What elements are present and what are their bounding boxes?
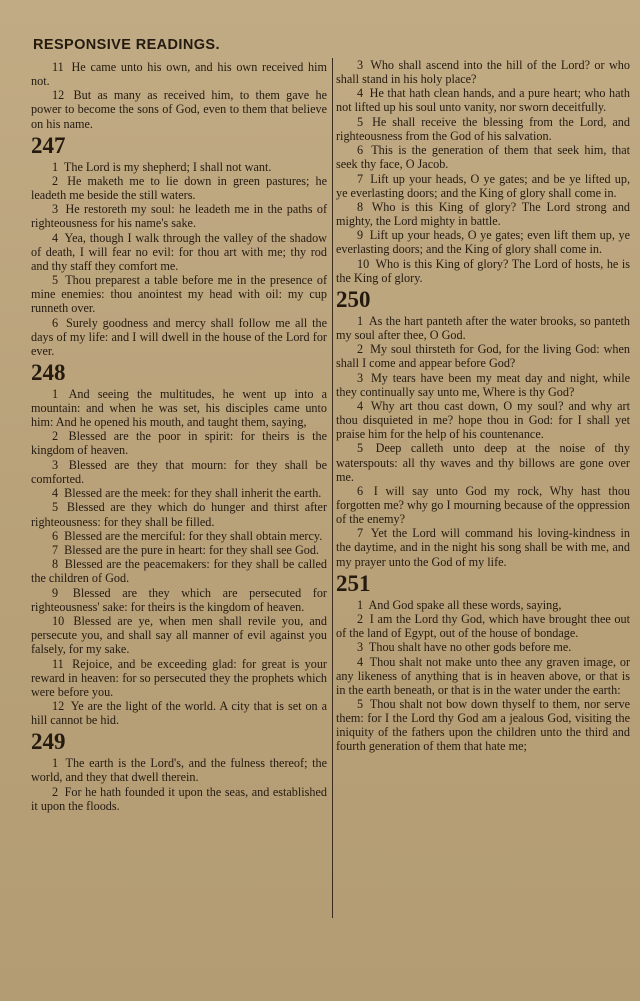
verse-number: 4 xyxy=(52,486,59,501)
verse-number: 5 xyxy=(357,441,364,456)
verse-text: My tears have been my meat day and night, while they continually say unto me, Where is thy God? xyxy=(336,370,630,399)
verse xyxy=(31,586,327,614)
verse-text: As the hart panteth after the water brooks, so panteth my soul after thee, O God. xyxy=(336,313,631,342)
verse xyxy=(336,172,630,200)
verse-number: 3 xyxy=(357,370,364,385)
verse-text: Thou shalt have no other gods before me. xyxy=(368,640,572,655)
verse-text: Blessed are they which do hunger and thirst after righteousness: for they shall be filled. xyxy=(31,500,328,529)
verse-text: He restoreth my soul: he leadeth me in the paths of righteousness for his name's sake. xyxy=(31,202,327,231)
verse xyxy=(336,640,630,654)
verse-text: For he hath founded it upon the seas, and established it upon the floods. xyxy=(31,784,327,813)
verse-text: Thou shalt not bow down thyself to them, nor serve them: for I the Lord thy God am a jealous God, visiting the iniquity of the fathers upon the children unto the third and fourth generation of them that hate me; xyxy=(336,697,630,754)
verse-text: Rejoice, and be exceeding glad: for great is your reward in heaven: for so persecuted they the prophets which were before you. xyxy=(31,656,327,699)
verse-text: He shall receive the blessing from the Lord, and righteousness from the God of his salvation. xyxy=(336,114,630,143)
verse-number: 4 xyxy=(357,654,364,669)
verse xyxy=(31,785,327,813)
verse xyxy=(336,441,630,483)
verse-number: 6 xyxy=(357,483,364,498)
verse-number: 5 xyxy=(52,500,59,515)
verse-number: 5 xyxy=(357,114,364,129)
verse-text: Blessed are the meek: for they shall inherit the earth. xyxy=(64,486,322,501)
verse-number: 10 xyxy=(52,614,65,629)
verse-number: 2 xyxy=(52,173,59,188)
verse-text: Who is this King of glory? The Lord strong and mighty, the Lord mighty in battle. xyxy=(336,199,631,228)
selection-number: 248 xyxy=(31,359,66,385)
verse xyxy=(31,316,327,358)
verse-text: I am the Lord thy God, which have brought thee out of the land of Egypt, out of the house of bondage. xyxy=(336,611,630,640)
verse xyxy=(336,342,630,370)
verse xyxy=(336,526,630,568)
verse-text: Surely goodness and mercy shall follow me all the days of my life: and I will dwell in the house of the Lord for ever. xyxy=(31,315,327,358)
verse xyxy=(336,655,630,697)
selection-number: 250 xyxy=(336,286,371,312)
verse-number: 1 xyxy=(357,313,364,328)
verse xyxy=(31,231,327,273)
verse-text: Yea, though I walk through the valley of the shadow of death, I will fear no evil: for thou art with me; thy rod and thy staff they comfort me. xyxy=(31,230,327,273)
verse xyxy=(31,756,327,784)
verse-text: But as many as received him, to them gave he power to become the sons of God, even to them that believe on his name. xyxy=(31,88,328,131)
verse xyxy=(31,543,327,557)
verse xyxy=(31,202,327,230)
verse xyxy=(336,200,630,228)
verse xyxy=(31,458,327,486)
verse-number: 12 xyxy=(52,699,65,714)
verse-text: Thou shalt not make unto thee any graven image, or any likeness of anything that is in heaven above, or that is in the earth beneath, or that is in the water under the earth: xyxy=(336,654,630,697)
verse xyxy=(336,697,630,753)
verse xyxy=(31,557,327,585)
verse-text: Blessed are the poor in spirit: for theirs is the kingdom of heaven. xyxy=(31,429,328,458)
verse-number: 3 xyxy=(357,640,364,655)
verse-text: Lift up your heads, O ye gates; and be ye lifted up, ye everlasting doors; and the King of glory shall come in. xyxy=(336,171,631,200)
verse-text: Who shall ascend into the hill of the Lord? or who shall stand in his holy place? xyxy=(336,58,630,87)
verse-number: 1 xyxy=(357,597,364,612)
verse-text: My soul thirsteth for God, for the living God: when shall I come and appear before God? xyxy=(336,342,630,371)
verse-text: The Lord is my shepherd; I shall not want. xyxy=(63,159,272,174)
verse xyxy=(31,529,327,543)
verse-text: Deep calleth unto deep at the noise of thy waterspouts: all thy waves and thy billows are gone over me. xyxy=(336,441,630,484)
verse xyxy=(31,88,327,130)
verse-text: He came unto his own, and his own received him not. xyxy=(31,60,328,89)
verse-text: Thou preparest a table before me in the presence of mine enemies: thou anointest my head with oil: my cup runneth over. xyxy=(31,273,327,316)
verse xyxy=(31,174,327,202)
verse-text: The earth is the Lord's, and the fulness thereof; the world, and they that dwell therein. xyxy=(31,756,327,785)
verse-number: 8 xyxy=(357,199,364,214)
verse xyxy=(31,160,327,174)
verse-number: 12 xyxy=(52,88,65,103)
verse-text: Blessed are they which are persecuted for righteousness' sake: for theirs is the kingdom of heaven. xyxy=(31,585,327,614)
verse-text: Blessed are the merciful: for they shall obtain mercy. xyxy=(64,528,323,543)
selection-number: 249 xyxy=(31,729,66,755)
verse xyxy=(31,657,327,699)
right-column xyxy=(336,58,630,754)
verse-text: And seeing the multitudes, he went up into a mountain: and when he was set, his disciples came unto him: And he opened his mouth, and taught them, saying, xyxy=(31,386,327,430)
verse-text: Who is this King of glory? The Lord of hosts, he is the King of glory. xyxy=(336,256,631,285)
verse-number: 6 xyxy=(52,528,59,543)
verse xyxy=(336,58,630,86)
verse-number: 2 xyxy=(52,429,59,444)
verse-text: Blessed are the peacemakers: for they shall be called the children of God. xyxy=(31,557,327,586)
verse-text: Blessed are ye, when men shall revile you, and persecute you, and shall say all manner of evil against you falsely, for my sake. xyxy=(31,614,327,657)
verse xyxy=(31,614,327,656)
verse xyxy=(336,371,630,399)
verse xyxy=(31,273,327,315)
verse xyxy=(336,314,630,342)
verse-text: I will say unto God my rock, Why hast thou forgotten me? why go I mourning because of the oppression of the enemy? xyxy=(336,483,631,527)
verse-number: 5 xyxy=(357,697,364,712)
verse-number: 7 xyxy=(52,543,59,558)
verse-number: 11 xyxy=(52,60,64,74)
verse-number: 9 xyxy=(357,228,364,243)
verse-number: 3 xyxy=(357,58,364,72)
verse-number: 6 xyxy=(357,143,364,158)
verse xyxy=(31,699,327,727)
verse-text: Blessed are they that mourn: for they shall be comforted. xyxy=(31,457,327,486)
verse-number: 9 xyxy=(52,585,59,600)
left-column xyxy=(31,60,327,813)
verse-text: Yet the Lord will command his loving-kindness in the daytime, and in the night his song shall be with me, and my prayer unto the God of my life. xyxy=(336,526,630,569)
verse-text: He maketh me to lie down in green pastures; he leadeth me beside the still waters. xyxy=(31,173,328,203)
verse xyxy=(31,500,327,528)
verse xyxy=(336,612,630,640)
verse-text: This is the generation of them that seek him, that seek thy face, O Jacob. xyxy=(336,143,630,172)
selection-number: 251 xyxy=(336,570,371,596)
verse xyxy=(336,257,630,285)
verse-number: 5 xyxy=(52,273,59,288)
verse-number: 3 xyxy=(52,457,59,472)
column-divider xyxy=(332,58,333,918)
verse-number: 2 xyxy=(357,611,364,626)
verse-number: 3 xyxy=(52,202,59,217)
selection-number: 247 xyxy=(31,132,66,158)
verse-number: 8 xyxy=(52,557,59,572)
verse-number: 2 xyxy=(52,784,59,799)
verse xyxy=(31,486,327,500)
verse-number: 1 xyxy=(52,159,59,174)
verse xyxy=(336,115,630,143)
verse-number: 10 xyxy=(357,256,370,271)
verse xyxy=(336,86,630,114)
page-title: RESPONSIVE READINGS. xyxy=(33,37,220,53)
verse-number: 6 xyxy=(52,315,59,330)
verse-number: 1 xyxy=(52,756,59,771)
verse-number: 11 xyxy=(52,656,64,671)
verse-text: Blessed are the pure in heart: for they shall see God. xyxy=(64,543,319,558)
verse xyxy=(336,143,630,171)
verse-text: Why art thou cast down, O my soul? and why art thou disquieted in me? hope thou in God: for I shall yet praise him for the help of his countenance. xyxy=(336,398,630,442)
verse xyxy=(31,60,327,88)
verse xyxy=(336,399,630,441)
verse-number: 4 xyxy=(52,230,59,245)
verse-number: 1 xyxy=(52,386,59,401)
verse-text: Ye are the light of the world. A city that is set on a hill cannot be hid. xyxy=(31,699,327,728)
verse xyxy=(31,387,327,429)
verse-number: 7 xyxy=(357,526,364,541)
verse xyxy=(336,598,630,612)
verse xyxy=(336,228,630,256)
verse xyxy=(336,484,630,526)
verse-text: And God spake all these words, saying, xyxy=(368,597,562,612)
verse-number: 4 xyxy=(357,398,364,413)
verse-text: Lift up your heads, O ye gates; even lift them up, ye everlasting doors; and the King of glory shall come in. xyxy=(336,228,630,257)
verse xyxy=(31,429,327,457)
verse-number: 2 xyxy=(357,342,364,357)
verse-text: He that hath clean hands, and a pure heart; who hath not lifted up his soul unto vanity, nor sworn deceitfully. xyxy=(336,86,631,115)
verse-number: 4 xyxy=(357,86,364,101)
verse-number: 7 xyxy=(357,171,364,186)
